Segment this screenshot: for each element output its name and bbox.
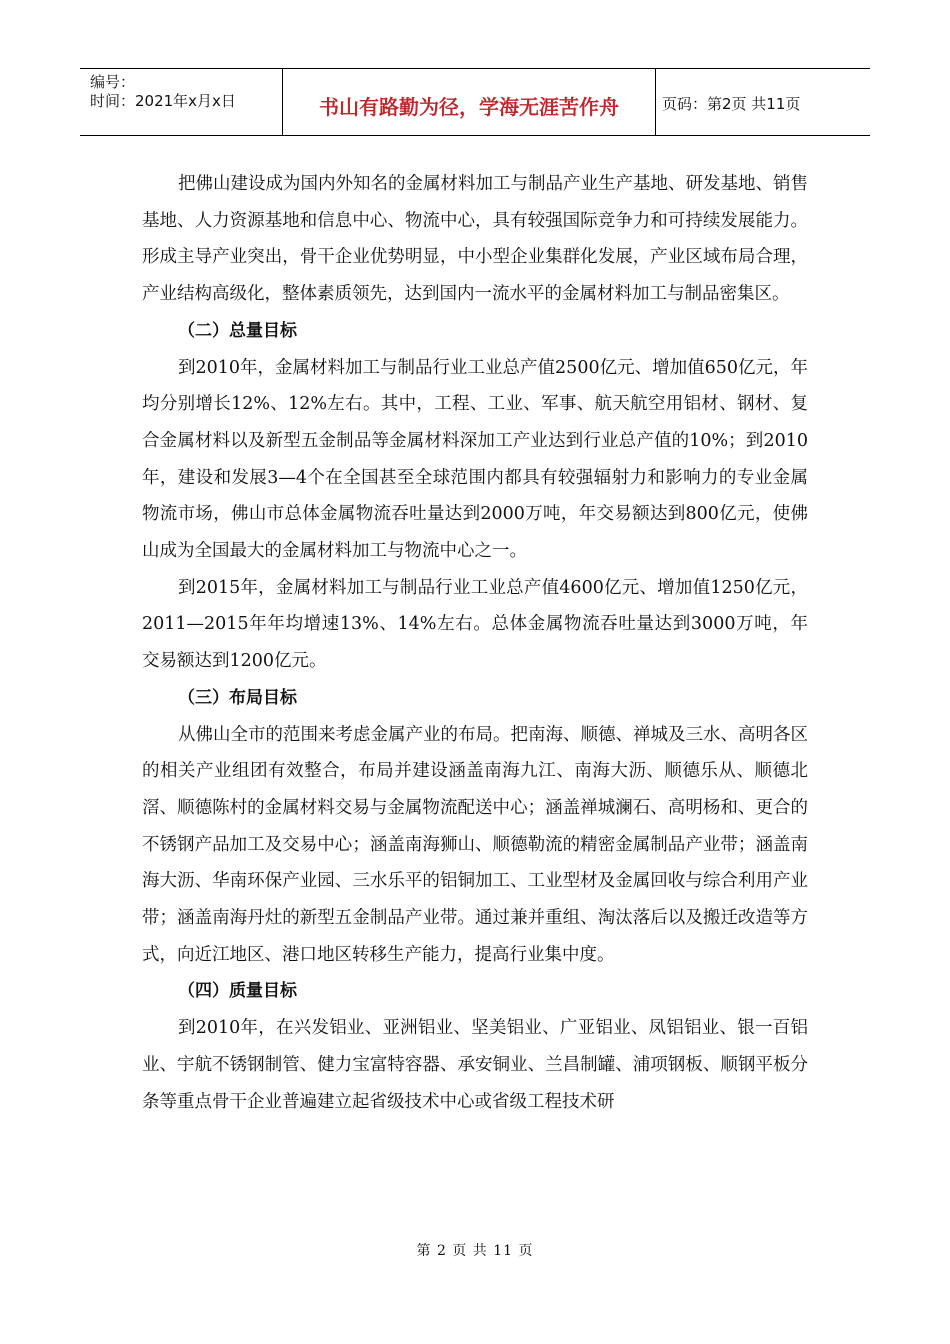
body-paragraph: 把佛山建设成为国内外知名的金属材料加工与制品产业生产基地、研发基地、销售基地、人力资源基地和信息中心、物流中心，具有较强国际竞争力和可持续发展能力。形成主导产业突出，骨干企业优势明显，中小型企业集群化发展，产业区域布局合理，产业结构高级化，整体素质领先，达到国内一流水平的金属材料加工与制品密集区。 [142, 174, 808, 305]
header-motto: 书山有路勤为径，学海无涯苦作舟 [283, 69, 656, 135]
document-date: 时间：2021年x月x日 [90, 92, 236, 110]
header-meta [80, 69, 283, 135]
page-footer: 第 2 页 共 11 页 [416, 1243, 534, 1259]
body-paragraph: 到2010年，在兴发铝业、亚洲铝业、坚美铝业、广亚铝业、凤铝铝业、银一百铝业、宇航不锈钢制管、健力宝富特容器、承安铜业、兰昌制罐、浦项钢板、顺钢平板分条等重点骨干企业普遍建立起省级技术中心或省级工程技术研 [142, 1018, 808, 1112]
document-number-label: 编号： [90, 73, 136, 91]
header-page-info: 页码：第2页 共11页 [662, 94, 801, 113]
page-header [80, 68, 870, 136]
body-paragraph: 从佛山全市的范围来考虑金属产业的布局。把南海、顺德、禅城及三水、高明各区的相关产业组团有效整合，布局并建设涵盖南海九江、南海大沥、顺德乐从、顺德北滘、顺德陈村的金属材料交易与金属物流配送中心；涵盖禅城澜石、高明杨和、更合的不锈钢产品加工及交易中心；涵盖南海狮山、顺德勒流的精密金属制品产业带；涵盖南海大沥、华南环保产业园、三水乐平的铝铜加工、工业型材及金属回收与综合利用产业带；涵盖南海丹灶的新型五金制品产业带。通过兼并重组、淘汰落后以及搬迁改造等方式，向近江地区、港口地区转移生产能力，提高行业集中度。 [142, 724, 808, 965]
body-paragraph: 到2015年，金属材料加工与制品行业工业总产值4600亿元、增加值1250亿元，2011—2015年年均增速13%、14%左右。总体金属物流吞吐量达到3000万吨，年交易额达到1200亿元。 [142, 577, 808, 672]
section-heading: （四）质量目标 [178, 981, 297, 1002]
section-heading: （三）布局目标 [178, 687, 297, 708]
document-body [142, 166, 808, 1120]
body-paragraph: 到2010年，金属材料加工与制品行业工业总产值2500亿元、增加值650亿元，年均分别增长12%、12%左右。其中，工程、工业、军事、航天航空用铝材、钢材、复合金属材料以及新型五金制品等金属材料深加工产业达到行业总产值的10%；到2010年，建设和发展3—4个在全国甚至全球范围内都具有较强辐射力和影响力的专业金属物流市场，佛山市总体金属物流吞吐量达到2000万吨，年交易额达到800亿元，使佛山成为全国最大的金属材料加工与物流中心之一。 [142, 357, 808, 562]
section-heading: （二）总量目标 [178, 320, 297, 341]
